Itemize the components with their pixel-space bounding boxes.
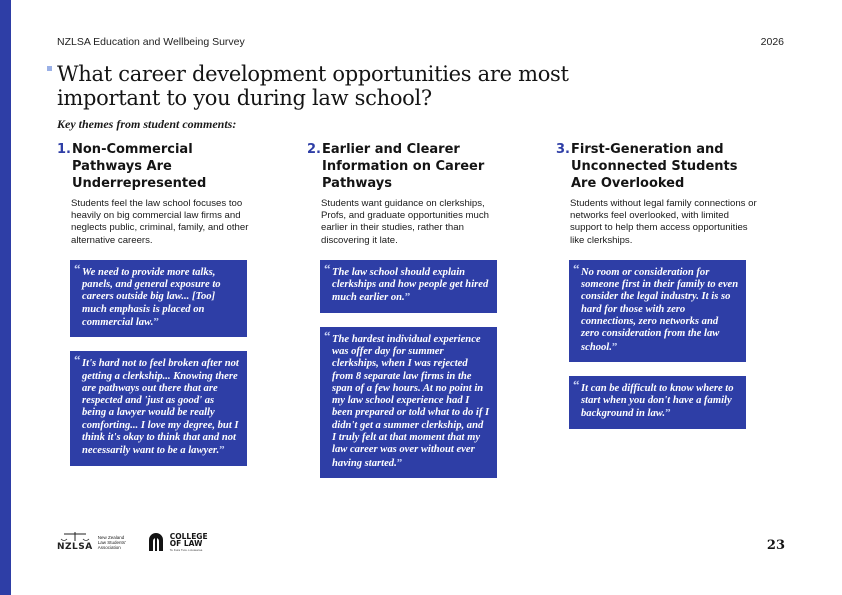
- nzlsa-full-name: New Zealand Law Students' Association: [97, 534, 126, 550]
- open-quote-icon: “: [74, 260, 81, 276]
- college-of-law-line1: COLLEGE: [169, 531, 208, 541]
- college-of-law-icon: [146, 532, 166, 552]
- nzlsa-logo: [57, 532, 132, 552]
- theme-heading: [307, 141, 512, 192]
- quote-text: The hardest individual experience was offer day for summer clerkships, when I was rejected from 8 separate law firms in the span of a few hours. At no point in my law school experience had I been prepared or told what to do if I didn't get a summer clerkship, and I truly felt at that moment that my law career was over without ever having started.: [332, 333, 490, 469]
- open-quote-icon: “: [573, 376, 580, 392]
- theme-column-3: [556, 141, 761, 429]
- college-of-law-logo: [146, 532, 208, 552]
- quote-card: [569, 260, 746, 362]
- close-quote-icon: ”: [611, 340, 618, 353]
- theme-description: Students without legal family connections or networks feel overlooked, with limited support to help them access opportunities like clerkships.: [570, 198, 757, 246]
- nzlsa-wordmark: NZLSA: [57, 542, 93, 552]
- theme-column-2: [307, 141, 512, 478]
- quote-text: The law school should explain clerkships and how people get hired much earlier on.: [332, 266, 489, 304]
- theme-description: Students feel the law school focuses too heavily on big commercial law firms and neglects public, criminal, family, and other alternative careers.: [71, 198, 249, 246]
- page-title: What career development opportunities are most important to you during law school?: [57, 62, 569, 110]
- quote-card: [70, 260, 247, 337]
- quote-text: It's hard not to feel broken after not getting a clerkship... Knowing there are pathways out there that are respected and 'just as good' as being a lawyer would be really comforting... I love my degree, but I think it's okay to think that and not necessarily want to be a lawyer.: [82, 358, 239, 457]
- title-marker: [47, 66, 52, 71]
- quote-text: No room or consideration for someone first in their family to even consider the legal industry. It is so hard for those with zero connections, zero networks and zero consideration from the law school.: [581, 266, 739, 353]
- close-quote-icon: ”: [219, 444, 225, 457]
- quote-text: We need to provide more talks, panels, and general exposure to careers outside big law... [Too] much emphasis is placed on commercial law.: [82, 266, 221, 328]
- page-number: 23: [766, 538, 785, 553]
- open-quote-icon: “: [573, 260, 580, 276]
- report-header-year: 2026: [760, 36, 784, 48]
- open-quote-icon: “: [74, 352, 81, 368]
- close-quote-icon: ”: [404, 291, 411, 304]
- theme-description: Students want guidance on clerkships, Profs, and graduate opportunities much earlier in their studies, rather than discovering it late.: [321, 198, 489, 246]
- theme-number: 1.: [57, 142, 71, 157]
- left-accent-bar: [0, 0, 11, 595]
- theme-heading-text: Non-Commercial Pathways Are Underrepresented: [72, 142, 207, 191]
- theme-heading: [57, 141, 262, 192]
- college-of-law-line2: OF LAW: [169, 539, 203, 548]
- footer-logos: [57, 532, 208, 552]
- theme-heading-text: First-Generation and Unconnected Students Are Overlooked: [571, 142, 738, 191]
- open-quote-icon: “: [324, 327, 331, 343]
- open-quote-icon: “: [324, 260, 331, 276]
- page-subtitle: Key themes from student comments:: [57, 117, 237, 131]
- quote-card: [569, 376, 746, 429]
- theme-number: 3.: [556, 142, 570, 157]
- quote-text: It can be difficult to know where to start when you don't have a family background in law.: [581, 382, 734, 420]
- theme-heading-text: Earlier and Clearer Information on Career Pathways: [322, 142, 485, 191]
- theme-column-1: [57, 141, 262, 466]
- quote-card: [320, 260, 497, 313]
- college-of-law-tagline: Te Kura Ture o Aotearoa: [169, 547, 203, 552]
- theme-heading: [556, 141, 761, 192]
- close-quote-icon: ”: [396, 456, 403, 469]
- theme-number: 2.: [307, 142, 321, 157]
- scales-icon: [57, 532, 93, 552]
- quote-card: [320, 327, 497, 478]
- close-quote-icon: ”: [665, 407, 671, 420]
- close-quote-icon: ”: [153, 316, 159, 328]
- report-header-title: NZLSA Education and Wellbeing Survey: [57, 36, 245, 48]
- quote-card: [70, 351, 247, 465]
